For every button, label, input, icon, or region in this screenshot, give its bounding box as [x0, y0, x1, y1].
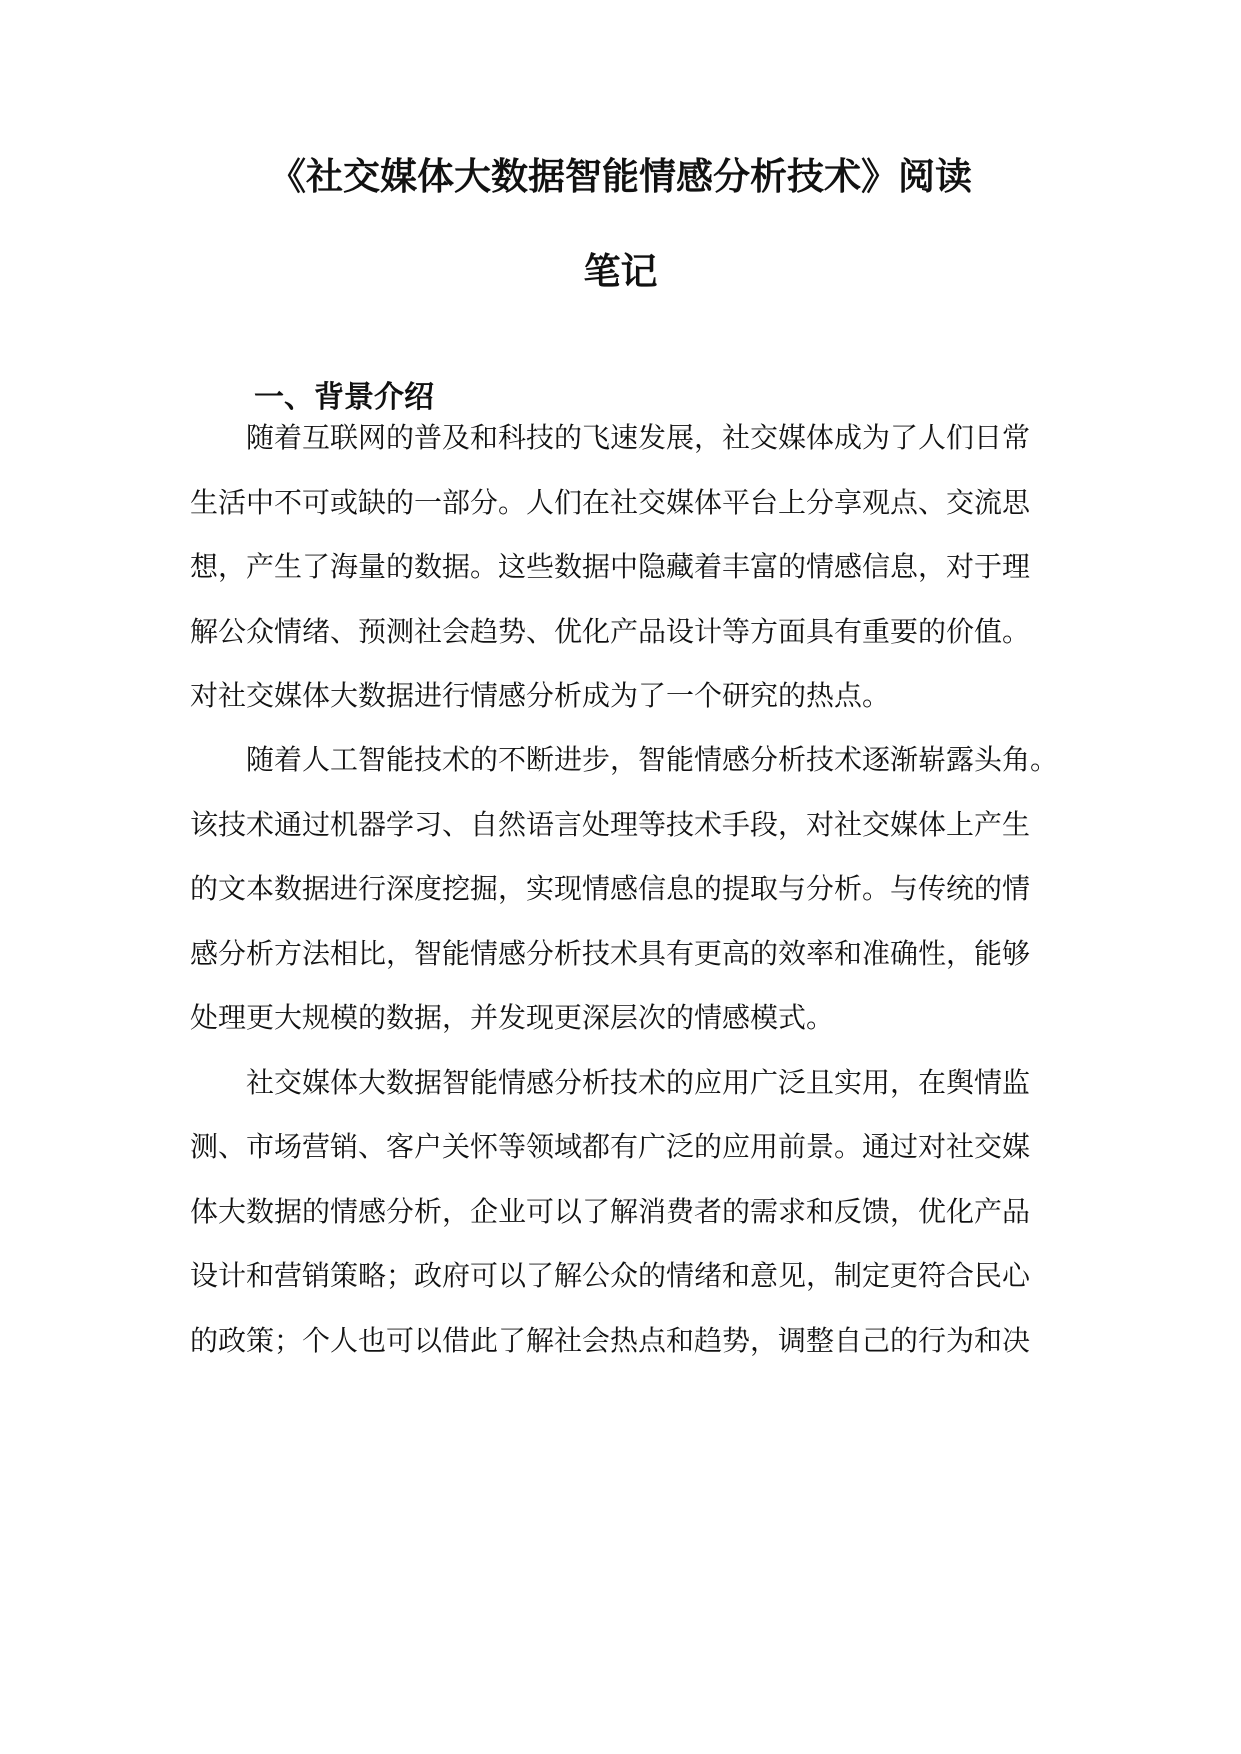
- document-title-line-2: 笔记: [583, 250, 658, 293]
- paragraph-3-line-2: 测、市场营销、客户关怀等领域都有广泛的应用前景。通过对社交媒: [190, 1130, 1031, 1163]
- document-title-line-1: 《社交媒体大数据智能情感分析技术》阅读: [269, 155, 972, 198]
- paragraph-3-line-1: 社交媒体大数据智能情感分析技术的应用广泛且实用，在舆情监: [246, 1066, 1031, 1099]
- section-heading: 一、背景介绍: [254, 380, 434, 415]
- paragraph-3-line-5: 的政策；个人也可以借此了解社会热点和趋势，调整自己的行为和决: [190, 1324, 1031, 1357]
- paragraph-2-line-5: 处理更大规模的数据，并发现更深层次的情感模式。: [190, 1001, 835, 1034]
- paragraph-1-line-5: 对社交媒体大数据进行情感分析成为了一个研究的热点。: [190, 679, 891, 712]
- paragraph-1-line-2: 生活中不可或缺的一部分。人们在社交媒体平台上分享观点、交流思: [190, 486, 1031, 519]
- paragraph-2-line-1: 随着人工智能技术的不断进步，智能情感分析技术逐渐崭露头角。: [246, 743, 1059, 776]
- paragraph-2-line-2: 该技术通过机器学习、自然语言处理等技术手段，对社交媒体上产生: [190, 808, 1031, 841]
- paragraph-1-line-1: 随着互联网的普及和科技的飞速发展，社交媒体成为了人们日常: [246, 421, 1031, 454]
- paragraph-3-line-3: 体大数据的情感分析，企业可以了解消费者的需求和反馈，优化产品: [190, 1195, 1031, 1228]
- paragraph-1-line-4: 解公众情绪、预测社会趋势、优化产品设计等方面具有重要的价值。: [190, 615, 1031, 648]
- paragraph-1-line-3: 想，产生了海量的数据。这些数据中隐藏着丰富的情感信息，对于理: [190, 550, 1031, 583]
- paragraph-2-line-4: 感分析方法相比，智能情感分析技术具有更高的效率和准确性，能够: [190, 937, 1031, 970]
- paragraph-3-line-4: 设计和营销策略；政府可以了解公众的情绪和意见，制定更符合民心: [190, 1259, 1031, 1292]
- paragraph-2-line-3: 的文本数据进行深度挖掘，实现情感信息的提取与分析。与传统的情: [190, 872, 1031, 905]
